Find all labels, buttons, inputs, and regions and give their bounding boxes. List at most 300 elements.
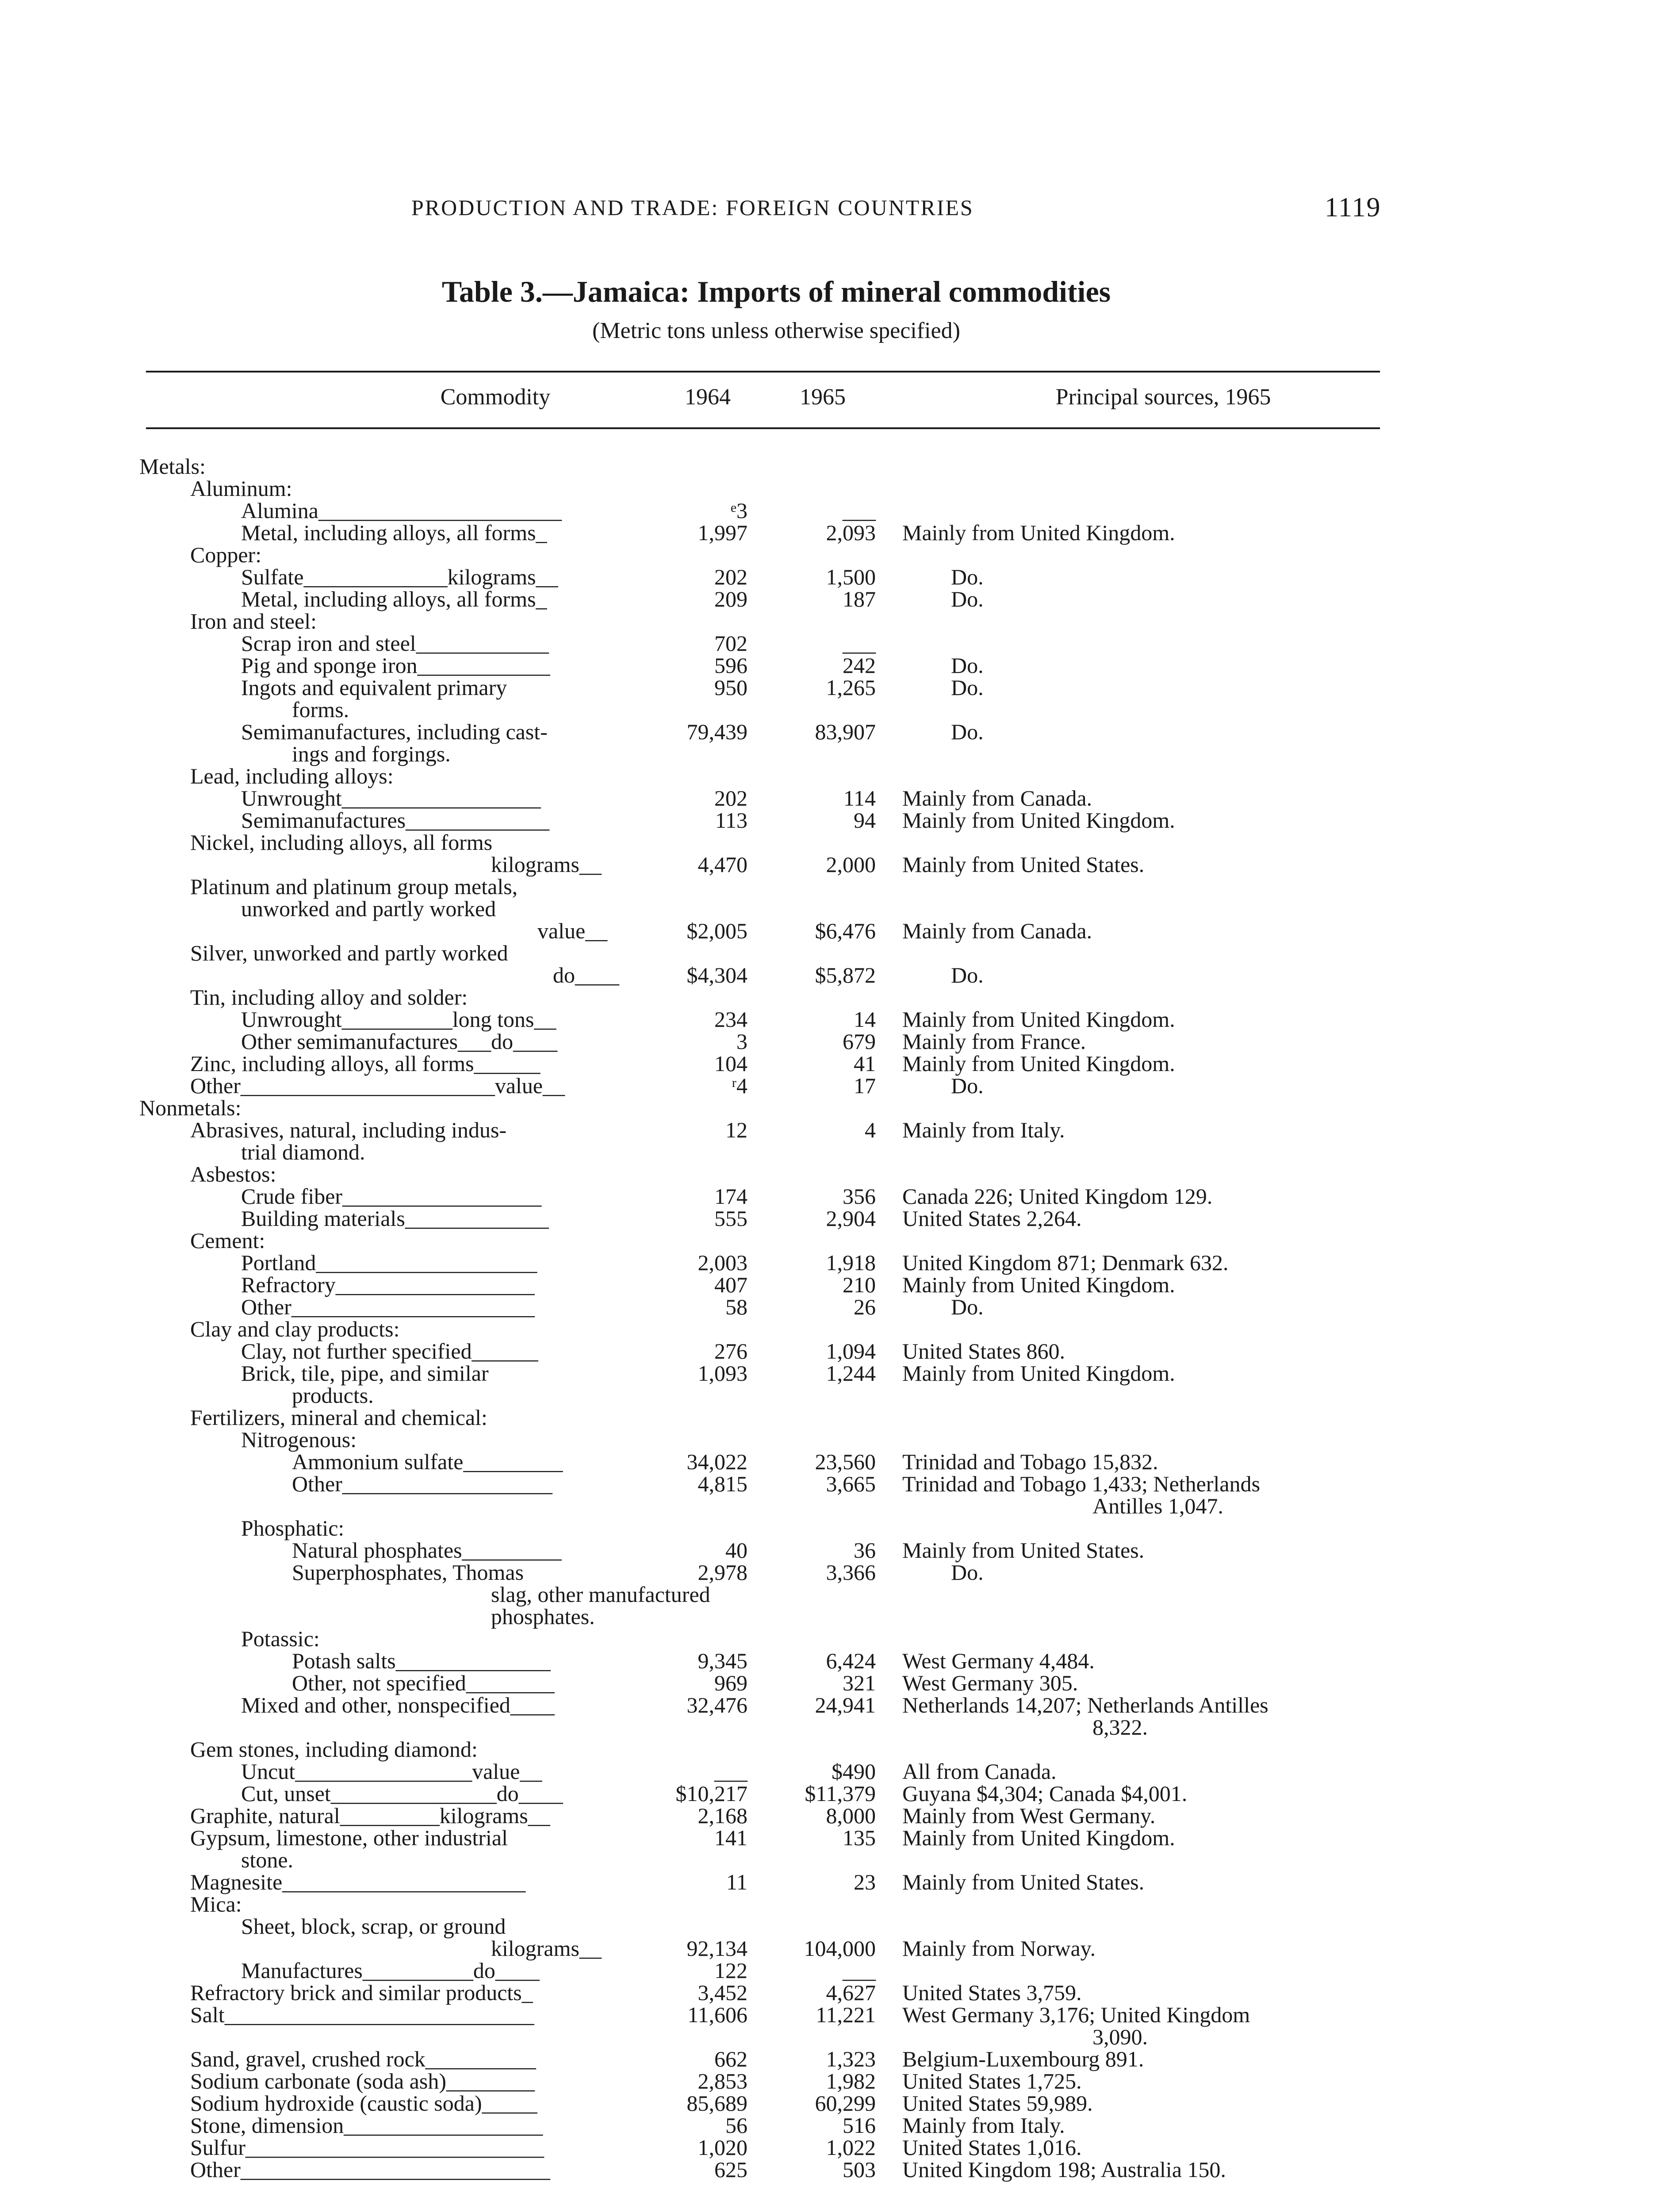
value-1965: 2,904 (826, 1206, 876, 1231)
table-row (0, 1915, 1675, 1938)
commodity-label: kilograms__ (491, 852, 602, 877)
value-1965: $5,872 (815, 963, 876, 987)
commodity-label: unworked and partly worked (241, 896, 496, 921)
value-1965: 6,424 (826, 1648, 876, 1673)
table-row (0, 1694, 1675, 1717)
table-row (0, 1782, 1675, 1805)
value-1964: 969 (714, 1671, 747, 1695)
running-title: PRODUCTION AND TRADE: FOREIGN COUNTRIES (411, 195, 974, 220)
value-1964: 202 (714, 786, 747, 810)
table-row (0, 1760, 1675, 1783)
principal-sources: Antilles 1,047. (1092, 1494, 1223, 1518)
value-1964: 662 (714, 2047, 747, 2071)
value-1965: 23 (854, 1870, 876, 1894)
table-row (0, 1406, 1675, 1429)
table-row (0, 2047, 1675, 2070)
commodity-label: do____ (553, 963, 619, 987)
table-row (0, 1826, 1675, 1849)
commodity-label: Sand, gravel, crushed rock__________ (190, 2047, 536, 2071)
value-1965: 26 (854, 1294, 876, 1319)
principal-sources: Mainly from France. (902, 1029, 1086, 1054)
commodity-label: Magnesite______________________ (190, 1870, 526, 1894)
table-row (0, 521, 1675, 544)
value-1964: 1,997 (698, 520, 747, 545)
value-1965: 114 (843, 786, 876, 810)
table-row (0, 1649, 1675, 1672)
commodity-label: Metal, including alloys, all forms_ (241, 520, 547, 545)
commodity-label: Semimanufactures_____________ (241, 808, 550, 833)
commodity-label: products. (292, 1383, 374, 1408)
value-1964: 3,452 (698, 1980, 747, 2005)
principal-sources: United States 3,759. (902, 1980, 1082, 2005)
principal-sources: United States 2,264. (902, 1206, 1082, 1231)
commodity-label: Ingots and equivalent primary (241, 675, 507, 700)
commodity-label: Graphite, natural_________kilograms__ (190, 1803, 550, 1828)
table-row (0, 654, 1675, 677)
value-1965: 24,941 (815, 1693, 876, 1717)
table-row (0, 1251, 1675, 1274)
table-row (0, 831, 1675, 854)
column-header-sources: Principal sources, 1965 (1055, 384, 1271, 410)
table-row (0, 1030, 1675, 1053)
commodity-label: Potassic: (241, 1626, 320, 1651)
value-1964: 555 (714, 1206, 747, 1231)
value-1965: 23,560 (815, 1449, 876, 1474)
value-1964: 625 (714, 2157, 747, 2182)
value-1965: $6,476 (815, 918, 876, 943)
table-row (0, 1295, 1675, 1318)
table-row (0, 1671, 1675, 1694)
value-1964: 2,978 (698, 1560, 747, 1585)
value-1965: 356 (843, 1184, 876, 1209)
table-row (0, 698, 1675, 721)
value-1965: 503 (843, 2157, 876, 2182)
table-row (0, 875, 1675, 898)
table-row (0, 1096, 1675, 1119)
principal-sources: Do. (951, 719, 984, 744)
principal-sources: Mainly from United Kingdom. (902, 1361, 1175, 1386)
table-row (0, 1317, 1675, 1340)
table-row (0, 1937, 1675, 1960)
table-row (0, 1008, 1675, 1031)
commodity-label: Aluminum: (190, 476, 292, 501)
principal-sources: Do. (951, 963, 984, 987)
table-row (0, 1384, 1675, 1407)
value-1964: ᵉ3 (731, 498, 747, 523)
value-1964: 9,345 (698, 1648, 747, 1673)
principal-sources: West Germany 4,484. (902, 1648, 1095, 1673)
table-row (0, 1207, 1675, 1230)
table-row (0, 764, 1675, 787)
principal-sources: 3,090. (1092, 2024, 1148, 2049)
commodity-label: Asbestos: (190, 1162, 276, 1187)
value-1964: 40 (725, 1538, 747, 1563)
principal-sources: Mainly from West Germany. (902, 1803, 1156, 1828)
commodity-label: Refractory__________________ (241, 1272, 535, 1297)
table-row (0, 1870, 1675, 1893)
commodity-label: Other semimanufactures___do____ (241, 1029, 558, 1054)
value-1965: 1,022 (826, 2135, 876, 2160)
principal-sources: Do. (951, 1560, 984, 1585)
principal-sources: United Kingdom 871; Denmark 632. (902, 1250, 1229, 1275)
table-row (0, 1804, 1675, 1827)
table-row (0, 676, 1675, 699)
value-1965: 11,221 (816, 2002, 876, 2027)
commodity-label: Alumina______________________ (241, 498, 562, 523)
commodity-label: Salt____________________________ (190, 2002, 534, 2027)
running-header (0, 192, 1675, 230)
commodity-label: Brick, tile, pipe, and similar (241, 1361, 489, 1386)
table-row (0, 632, 1675, 655)
value-1964: $2,005 (686, 918, 747, 943)
principal-sources: Mainly from United Kingdom. (902, 1272, 1175, 1297)
table-row (0, 986, 1675, 1009)
principal-sources: Canada 226; United Kingdom 129. (902, 1184, 1213, 1209)
table-row (0, 2158, 1675, 2181)
principal-sources: United States 860. (902, 1339, 1066, 1363)
value-1964: 202 (714, 565, 747, 589)
commodity-label: Fertilizers, mineral and chemical: (190, 1405, 487, 1430)
table-row (0, 1893, 1675, 1916)
value-1964: 104 (714, 1051, 747, 1076)
commodity-label: Scrap iron and steel____________ (241, 631, 549, 656)
table-row (0, 941, 1675, 964)
table-title: Table 3.—Jamaica: Imports of mineral commodities (441, 275, 1111, 308)
principal-sources: 8,322. (1092, 1715, 1148, 1740)
value-1964: 2,168 (698, 1803, 747, 1828)
table-row (0, 499, 1675, 522)
table-row (0, 1583, 1675, 1606)
table-row (0, 1738, 1675, 1761)
principal-sources: Trinidad and Tobago 1,433; Netherlands (902, 1471, 1260, 1496)
table-row (0, 964, 1675, 987)
principal-sources: Trinidad and Tobago 15,832. (902, 1449, 1158, 1474)
commodity-label: Clay and clay products: (190, 1317, 400, 1341)
commodity-label: trial diamond. (241, 1140, 365, 1164)
table-subtitle: (Metric tons unless otherwise specified) (592, 318, 960, 343)
value-1965: 1,982 (826, 2069, 876, 2093)
table-row (0, 565, 1675, 588)
principal-sources: Netherlands 14,207; Netherlands Antilles (902, 1693, 1269, 1717)
principal-sources: United States 1,725. (902, 2069, 1082, 2093)
table-row (0, 1472, 1675, 1495)
table-row (0, 1450, 1675, 1473)
table-row (0, 1959, 1675, 1982)
table-row (0, 1229, 1675, 1252)
table-row (0, 1561, 1675, 1584)
value-1965: 2,000 (826, 852, 876, 877)
commodity-label: Other, not specified________ (292, 1671, 555, 1695)
commodity-label: Mica: (190, 1892, 242, 1916)
table-row (0, 2114, 1675, 2137)
commodity-label: Cement: (190, 1228, 265, 1253)
value-1965: 1,094 (826, 1339, 876, 1363)
value-1964: 11 (726, 1870, 747, 1894)
commodity-label: Iron and steel: (190, 609, 317, 634)
principal-sources: Do. (951, 587, 984, 611)
commodity-label: Sodium carbonate (soda ash)________ (190, 2069, 535, 2093)
table-row (0, 1494, 1675, 1517)
value-1964: ___ (714, 1759, 747, 1784)
commodity-label: Manufactures__________do____ (241, 1958, 540, 1983)
table-row (0, 1185, 1675, 1208)
table-row (0, 1141, 1675, 1164)
value-1965: 3,665 (826, 1471, 876, 1496)
commodity-label: Lead, including alloys: (190, 764, 394, 788)
principal-sources: Mainly from Norway. (902, 1936, 1096, 1961)
value-1964: 174 (714, 1184, 747, 1209)
commodity-label: Sodium hydroxide (caustic soda)_____ (190, 2091, 537, 2116)
value-1964: 276 (714, 1339, 747, 1363)
table-row (0, 588, 1675, 611)
value-1964: 950 (714, 675, 747, 700)
commodity-label: Potash salts______________ (292, 1648, 551, 1673)
commodity-label: kilograms__ (491, 1936, 602, 1961)
value-1964: 32,476 (686, 1693, 747, 1717)
value-1965: 1,918 (826, 1250, 876, 1275)
commodity-label: Semimanufactures, including cast- (241, 719, 548, 744)
value-1964: 234 (714, 1007, 747, 1032)
commodity-label: ings and forgings. (292, 741, 451, 766)
table-row (0, 1273, 1675, 1296)
table-row (0, 1539, 1675, 1562)
commodity-label: Nickel, including alloys, all forms (190, 830, 493, 855)
commodity-label: Platinum and platinum group metals, (190, 874, 518, 899)
column-header-commodity: Commodity (440, 384, 551, 410)
principal-sources: Do. (951, 565, 984, 589)
value-1964: 11,606 (687, 2002, 747, 2027)
value-1965: 135 (843, 1825, 876, 1850)
table-row (0, 1428, 1675, 1451)
table-row (0, 1074, 1675, 1097)
value-1964: $10,217 (675, 1781, 747, 1806)
table-row (0, 1163, 1675, 1186)
value-1965: 516 (843, 2113, 876, 2138)
principal-sources: Mainly from United Kingdom. (902, 1007, 1175, 1032)
value-1965: ___ (843, 1958, 876, 1983)
table-row (0, 919, 1675, 942)
commodity-label: Unwrought__________________ (241, 786, 541, 810)
table-row (0, 1716, 1675, 1739)
commodity-label: Building materials_____________ (241, 1206, 549, 1231)
value-1965: ___ (843, 498, 876, 523)
principal-sources: Do. (951, 1294, 984, 1319)
commodity-label: Zinc, including alloys, all forms______ (190, 1051, 540, 1076)
commodity-label: Pig and sponge iron____________ (241, 653, 550, 678)
principal-sources: Mainly from Canada. (902, 918, 1092, 943)
commodity-label: Superphosphates, Thomas (292, 1560, 524, 1585)
commodity-label: slag, other manufactured (491, 1582, 710, 1607)
commodity-label: Sheet, block, scrap, or ground (241, 1914, 506, 1939)
value-1965: 321 (843, 1671, 876, 1695)
principal-sources: Mainly from United Kingdom. (902, 520, 1175, 545)
column-header-1965: 1965 (800, 384, 846, 410)
table-row (0, 543, 1675, 566)
table-row (0, 853, 1675, 876)
commodity-label: phosphates. (491, 1604, 595, 1629)
value-1964: 79,439 (686, 719, 747, 744)
table-row (0, 477, 1675, 500)
value-1965: 17 (854, 1073, 876, 1098)
principal-sources: Mainly from United Kingdom. (902, 808, 1175, 833)
table-row (0, 2025, 1675, 2048)
value-1965: 60,299 (815, 2091, 876, 2116)
table-top-rule (146, 371, 1380, 373)
value-1965: 41 (854, 1051, 876, 1076)
commodity-label: Abrasives, natural, including indus- (190, 1118, 507, 1142)
value-1964: 12 (725, 1118, 747, 1142)
value-1965: 4,627 (826, 1980, 876, 2005)
principal-sources: Mainly from Canada. (902, 786, 1092, 810)
value-1964: 58 (725, 1294, 747, 1319)
value-1964: 407 (714, 1272, 747, 1297)
table-row (0, 1848, 1675, 1871)
commodity-label: Portland____________________ (241, 1250, 537, 1275)
table-row (0, 2136, 1675, 2159)
principal-sources: Mainly from Italy. (902, 2113, 1065, 2138)
value-1964: 141 (714, 1825, 747, 1850)
commodity-label: forms. (292, 697, 349, 722)
principal-sources: Mainly from Italy. (902, 1118, 1065, 1142)
value-1965: 94 (854, 808, 876, 833)
principal-sources: United States 59,989. (902, 2091, 1093, 2116)
table-row (0, 809, 1675, 832)
commodity-label: Cut, unset_______________do____ (241, 1781, 563, 1806)
table-row (0, 1362, 1675, 1385)
commodity-label: Sulfur___________________________ (190, 2135, 544, 2160)
commodity-label: Silver, unworked and partly worked (190, 941, 508, 965)
value-1964: 3 (736, 1029, 747, 1054)
value-1965: $490 (832, 1759, 876, 1784)
table-row (0, 1052, 1675, 1075)
table-header-rule (146, 427, 1380, 429)
value-1965: 679 (843, 1029, 876, 1054)
commodity-label: Other____________________________ (190, 2157, 550, 2182)
table-row (0, 742, 1675, 765)
value-1964: 122 (714, 1958, 747, 1983)
principal-sources: Mainly from United States. (902, 1538, 1145, 1563)
value-1965: 1,323 (826, 2047, 876, 2071)
principal-sources: West Germany 305. (902, 1671, 1078, 1695)
commodity-label: Other___________________ (292, 1471, 552, 1496)
table-row (0, 610, 1675, 633)
commodity-label: Ammonium sulfate_________ (292, 1449, 563, 1474)
table-row (0, 1118, 1675, 1141)
value-1964: $4,304 (686, 963, 747, 987)
value-1964: ʳ4 (732, 1073, 747, 1098)
value-1964: 56 (725, 2113, 747, 2138)
commodity-label: Tin, including alloy and solder: (190, 985, 468, 1010)
commodity-label: Stone, dimension__________________ (190, 2113, 543, 2138)
value-1965: 1,244 (826, 1361, 876, 1386)
commodity-label: Crude fiber__________________ (241, 1184, 542, 1209)
principal-sources: Mainly from United States. (902, 852, 1145, 877)
column-header-1964: 1964 (685, 384, 731, 410)
principal-sources: Belgium-Luxembourg 891. (902, 2047, 1144, 2071)
value-1964: 596 (714, 653, 747, 678)
value-1964: 209 (714, 587, 747, 611)
commodity-label: stone. (241, 1847, 294, 1872)
table-row (0, 2003, 1675, 2026)
value-1964: 2,003 (698, 1250, 747, 1275)
principal-sources: Do. (951, 653, 984, 678)
table-row (0, 455, 1675, 478)
value-1964: 1,020 (698, 2135, 747, 2160)
commodity-label: Sulfate_____________kilograms__ (241, 565, 558, 589)
value-1965: 83,907 (815, 719, 876, 744)
commodity-label: Other_______________________value__ (190, 1073, 565, 1098)
table-row (0, 720, 1675, 743)
value-1965: 4 (865, 1118, 876, 1142)
table-row (0, 787, 1675, 810)
value-1965: 1,500 (826, 565, 876, 589)
table-row (0, 1340, 1675, 1363)
table-row (0, 1981, 1675, 2004)
table-row (0, 2070, 1675, 2093)
value-1964: 92,134 (686, 1936, 747, 1961)
principal-sources: All from Canada. (902, 1759, 1057, 1784)
value-1965: 14 (854, 1007, 876, 1032)
value-1964: 34,022 (686, 1449, 747, 1474)
principal-sources: Mainly from United States. (902, 1870, 1145, 1894)
page-number: 1119 (1325, 192, 1381, 223)
value-1965: 242 (843, 653, 876, 678)
value-1964: 2,853 (698, 2069, 747, 2093)
principal-sources: Do. (951, 1073, 984, 1098)
value-1965: 104,000 (804, 1936, 876, 1961)
commodity-label: Natural phosphates_________ (292, 1538, 562, 1563)
table-row (0, 1517, 1675, 1540)
commodity-label: Mixed and other, nonspecified____ (241, 1693, 555, 1717)
commodity-label: Unwrought__________long tons__ (241, 1007, 556, 1032)
value-1965: 3,366 (826, 1560, 876, 1585)
value-1965: ___ (843, 631, 876, 656)
value-1964: 702 (714, 631, 747, 656)
table-row (0, 1605, 1675, 1628)
commodity-label: Uncut________________value__ (241, 1759, 542, 1784)
commodity-label: Nonmetals: (139, 1095, 241, 1120)
table-row (0, 1627, 1675, 1650)
commodity-label: Refractory brick and similar products_ (190, 1980, 533, 2005)
value-1965: 1,265 (826, 675, 876, 700)
principal-sources: West Germany 3,176; United Kingdom (902, 2002, 1250, 2027)
principal-sources: United States 1,016. (902, 2135, 1082, 2160)
principal-sources: United Kingdom 198; Australia 150. (902, 2157, 1226, 2182)
principal-sources: Do. (951, 675, 984, 700)
value-1965: 36 (854, 1538, 876, 1563)
commodity-label: Metal, including alloys, all forms_ (241, 587, 547, 611)
value-1965: 8,000 (826, 1803, 876, 1828)
commodity-label: Copper: (190, 542, 262, 567)
value-1964: 1,093 (698, 1361, 747, 1386)
value-1965: 2,093 (826, 520, 876, 545)
value-1964: 4,470 (698, 852, 747, 877)
commodity-label: Clay, not further specified______ (241, 1339, 538, 1363)
value-1964: 4,815 (698, 1471, 747, 1496)
value-1964: 85,689 (686, 2091, 747, 2116)
table-row (0, 2092, 1675, 2115)
commodity-label: value__ (537, 918, 608, 943)
value-1965: 187 (843, 587, 876, 611)
value-1965: 210 (843, 1272, 876, 1297)
table-row (0, 897, 1675, 920)
table-body (0, 455, 1675, 2212)
commodity-label: Phosphatic: (241, 1516, 345, 1540)
principal-sources: Guyana $4,304; Canada $4,001. (902, 1781, 1188, 1806)
commodity-label: Gem stones, including diamond: (190, 1737, 478, 1762)
value-1964: 113 (715, 808, 747, 833)
commodity-label: Other______________________ (241, 1294, 535, 1319)
